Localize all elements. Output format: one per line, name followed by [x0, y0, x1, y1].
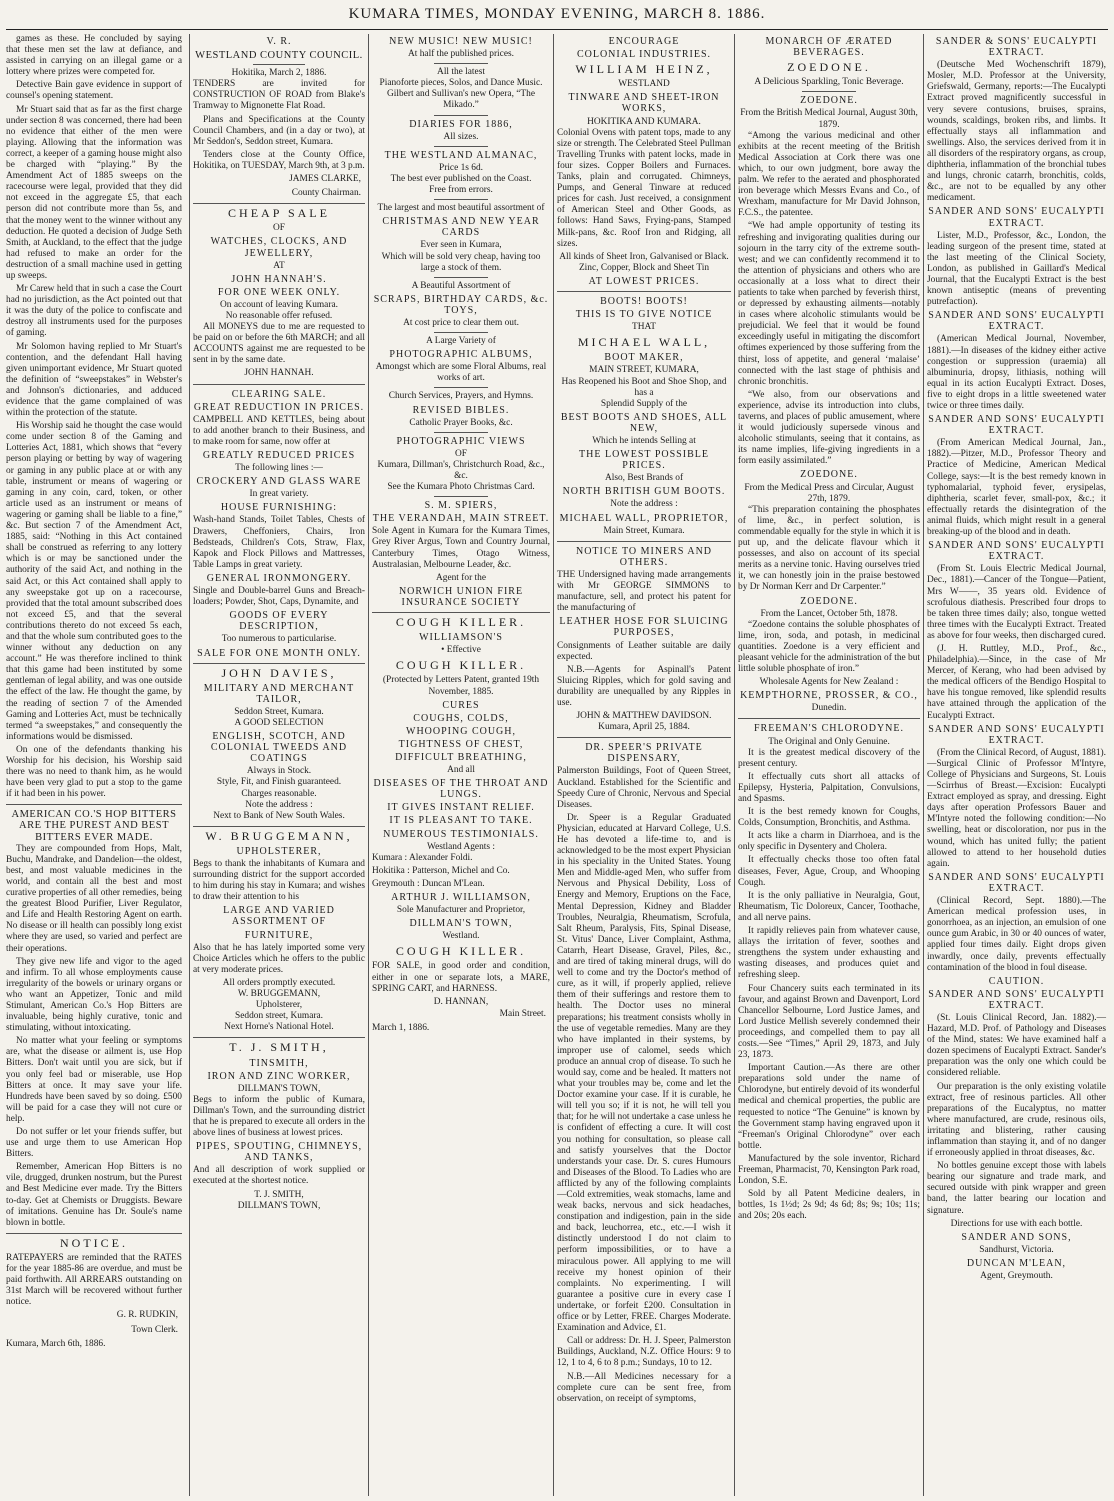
cheap-sale-heading: CHEAP SALE [228, 206, 330, 221]
leaving-text: On account of leaving Kumara. [220, 299, 338, 310]
davidson-signature: JOHN & MATTHEW DAVIDSON. [576, 711, 712, 722]
hop-paragraph: They give new life and vigor to the aged and infirm. To all whose employments cause irregularity of the bowels or urinary organs or who want an Appetizer, Tonic and mild Stimulant, American Co.'s Hop Bitters are invaluable, being highly curative, tonic and stimulating, without intoxicating. [6, 956, 182, 1034]
variety-text: In great variety. [249, 489, 309, 500]
chlorodyne-paragraph: Four Chancery suits each terminated in its favour, and against Brown and Davenport, Lord Chancellor Selbourne, Lord Justice James, and Lord Justice Mellish severely condemned their proceedings, and compelled them to pay all costs.—See “Times,” April 29, 1873, and July 23, 1873. [738, 983, 920, 1061]
tenders-close-text: Tenders close at the County Office, Hokitika, on TUESDAY, March 9th, at 3 p.m. [193, 149, 365, 171]
zoedone-quote: “Among the various medicinal and other exhibits at the recent meeting of the British Medical Association at Cork there was one which, to our own judgment, bore away the palm. We refer to the aerated and phosphorated iron beverage which Messrs Evans and Co., of Wrexham, manufacture for Mr David Johnson, F.C.S., the patentee. [738, 130, 920, 219]
brands-text: Also, Best Brands of [604, 473, 684, 484]
wholesale-text: Wholesale Agents for New Zealand : [759, 677, 899, 688]
cures-heading: CURES [442, 699, 480, 711]
sheet-text: All kinds of Sheet Iron, Galvanised or Black. [559, 251, 729, 262]
goods-heading: GOODS OF EVERY DESCRIPTION, [229, 610, 329, 633]
bruggemann-signature-title: Upholsterer, [255, 1000, 303, 1011]
verandah-heading: THE VERANDAH, MAIN STREET. [372, 513, 550, 525]
selling-text: Which he intends Selling at [592, 436, 696, 446]
selection-text: A GOOD SELECTION [234, 717, 324, 728]
proprietor-heading: MICHAEL WALL, PROPRIETOR, [559, 512, 729, 524]
short-rule [434, 332, 487, 333]
half-price-text: At half the published prices. [408, 49, 514, 60]
best-boots-heading: BEST BOOTS AND SHOES, ALL NEW, [560, 411, 728, 434]
dunedin-text: Dunedin. [811, 703, 847, 714]
beautiful-text: A Beautiful Assortment of [411, 280, 511, 291]
zoedone-quote: “Zoedone contains the soluble phosphates of lime, iron, soda, and potash, in medicinal quantities. Zoedone is a very efficient and pleasant vehicle for the administration of the but little soluble phosphate of iron.” [738, 619, 920, 675]
give-notice-heading: THIS IS TO GIVE NOTICE [575, 309, 713, 321]
hannah-signature: JOHN HANNAH. [244, 368, 314, 379]
freeman-heading: FREEMAN'S CHLORODYNE. [753, 723, 905, 735]
column-2 [189, 34, 368, 1496]
column-3 [368, 34, 553, 1496]
almanac-heading: THE WESTLAND ALMANAC, [384, 149, 538, 161]
charges-text: Charges reasonable. [241, 788, 317, 799]
court-report [6, 34, 182, 800]
ever-seen-text: Ever seen in Kumara, [420, 240, 502, 251]
clearing-sale-heading: CLEARING SALE. [231, 388, 327, 400]
pianoforte-text: Pianoforte pieces, Solos, and Dance Music. [379, 78, 543, 89]
largest-text: The largest and most beautiful assortment of [377, 203, 545, 214]
short-rule [434, 432, 487, 433]
zoedone-quote: “We had ample opportunity of testing its refreshing and invigorating qualities during our sojourn in the tarry city of the extreme south-west; and we can confidently recommend it to the attention of physicians and others who are occasionally at a loss what to direct their patients to take when parched by feverish thirst, or depressed by exhausting ailments—notably in cases where alcoholic stimulants would be prejudicial. We feel that it would be found exceedingly useful in mitigating the discomfort oftimes experienced by those suffering from the thirst, loss of appetite, and general ‘malaise’ connected with the last stage of phthisis and chronic bronchitis. [738, 221, 920, 387]
agent-greymouth: Greymouth : Duncan M'Lean. [372, 878, 485, 889]
bank-text: Next to Bank of New South Wales. [213, 810, 345, 821]
sale-date: March 1, 1886. [372, 1022, 430, 1033]
zinc-text: Zinc, Copper, Block and Sheet Tin [578, 262, 710, 273]
main-street-text: Main Street. [499, 1008, 546, 1019]
norwich-heading: NORWICH UNION FIRE INSURANCE SOCIETY [398, 585, 524, 608]
watches-heading: WATCHES, CLOCKS, AND JEWELLERY, [210, 236, 348, 259]
plans-text: Plans and Specifications at the County Council Chambers, and (in a day or two), at Mr Seddon's, Seddon street, Kumara. [193, 114, 365, 147]
iron-zinc-heading: IRON AND ZINC WORKER, [207, 1070, 351, 1082]
spiers-heading: S. M. SPIERS, [424, 500, 498, 512]
chlorodyne-paragraph: Manufactured by the sole inventor, Richard Freeman, Pharmacist, 70, Kensington Park road, London, S.E. [738, 1153, 920, 1187]
dillmans-heading: DILLMAN'S TOWN, [409, 918, 513, 930]
court-paragraph: Mr Solomon having replied to Mr Stuart's contention, and the defendant Hall having given unimportant evidence, Mr Stuart quoted the definition of “sweepstakes” in Webster's and Johnson's dictionaries, and adduced evidence that the game complained of was within the protection of the statute. [6, 341, 182, 419]
testimonials-heading: NUMEROUS TESTIMONIALS. [383, 828, 539, 840]
divider [6, 804, 182, 805]
gilbert-text: Gilbert and Sullivan's new Opera, “The Mikado.” [387, 89, 535, 111]
court-paragraph: Mr Stuart said that as far as the first charge under section 8 was concerned, there had been no evidence that either of the men were playing. Allowing that the information was correct, a keeper of a gaming house might also be charged with “playing.” By the Amendment Act of 1885 sweeps on the racecourse were legal, provided that they did not exceed in the aggregate £5, that each person did not contribute more than 5s, and that the money went to the winner without any deduction. He quoted a decision of Judge Seth Smith, at Auckland, to the effect that the judge had refused to make an order for the destruction of a small machine used in getting up sweeps. [6, 104, 182, 281]
pipes-heading: PIPES, SPOUTING, CHIMNEYS, AND TANKS, [195, 1141, 363, 1164]
encourage-heading: ENCOURAGE [608, 36, 680, 47]
bruggemann-text: Begs to thank the inhabitants of Kumara and surrounding district for the support accorded to him during his stay in Kumara; and wishes to draw their attention to his [193, 859, 365, 903]
see-text: See the Kumara Photo Christmas Card. [387, 482, 535, 493]
sale-text: FOR SALE, in good order and condition, either in one or separate lots, a MARE, SPRING CART, and HARNESS. [372, 961, 550, 994]
masthead: KUMARA TIMES, MONDAY EVENING, MARCH 8. 1886. [348, 6, 766, 22]
chlorodyne-paragraph: It is the best remedy known for Coughs, Colds, Consumption, Bronchitis, and Asthma. [738, 807, 920, 829]
hop-paragraph: Do not suffer or let your friends suffer, but use and urge them to use American Hop Bitters. [6, 1127, 182, 1160]
refused-text: No reasonable offer refused. [225, 310, 333, 321]
bruggemann-heading: W. BRUGGEMANN, [205, 828, 353, 843]
zoedone-subheading: ZOEDONE. [800, 95, 858, 107]
tweeds-heading: ENGLISH, SCOTCH, AND COLONIAL TWEEDS AND COATINGS [210, 731, 348, 765]
music-heading: NEW MUSIC! NEW MUSIC! [389, 36, 533, 47]
short-rule [434, 146, 487, 147]
towns-text: HOKITIKA AND KUMARA. [587, 116, 701, 127]
divider [193, 663, 365, 664]
agent-text: Sole Agent in Kumara for the Kumara Times, Grey River Argus, Town and Country Journal, Canterbury Times, Otago Witness, Australasian, Melbourne Leader, &c. [372, 526, 550, 570]
chlorodyne-paragraph: It is the greatest medical discovery of the present century. [738, 747, 920, 769]
original-text: The Original and Only Genuine. [768, 736, 890, 747]
furniture-text: Also that he has lately imported some very Choice Articles which he offers to the public at very moderate prices. [193, 942, 365, 975]
smith-text: Begs to inform the public of Kumara, Dillman's Town, and the surrounding district that he is prepared to execute all orders in the above lines of business at lowest prices. [193, 1094, 365, 1139]
short-rule [253, 64, 305, 65]
speer-text: Palmerston Buildings, Foot of Queen Street, Auckland. Established for the Scientific and Speedy Cure of Chronic, Nervous and Special Diseases. [557, 766, 731, 810]
sander-subheading: SANDER AND SONS' EUCALYPTI EXTRACT. [928, 540, 1105, 563]
sander-paragraph: (From American Medical Journal, Jan., 1882).—Pitzer, M.D., Professor Theory and Practice of Medicine, American Medical College, says:—It is the best remedy known in typhomalarial, typhoid fever, erysipelas, diphtheria, scarlet fever, small-pox, &c.; it effectually retards the disintegration of the animal fluids, which might result in a general breaking-up of the blood and in death. [927, 438, 1106, 538]
lowest-heading: AT LOWEST PRICES. [588, 275, 700, 287]
cough-killer-heading: COUGH KILLER. [395, 658, 527, 673]
sander-paragraph: (From St. Louis Electric Medical Journal, Dec., 1881).—Cancer of the Tongue—Patient, Mrs W——, 35 years old. Evidence of scrofulous diathesis. Prescribed four drops to be taken three times daily; also, tongue wetted three times with the Eucalypti Extract. Treated as above for four weeks, then discharged cured. [927, 564, 1106, 641]
style-text: Style, Fit, and Finish guaranteed. [216, 777, 342, 788]
davidson-date: Kumara, April 25, 1884. [598, 722, 690, 733]
colonial-heading: COLONIAL INDUSTRIES. [576, 49, 712, 61]
zoedone-subheading: ZOEDONE. [800, 595, 858, 607]
moneys-text: All MONEYS due to me are requested to be paid on or before the 6th MARCH; and all ACCOUNTS against me are requested to be sent in by the same date. [193, 322, 365, 366]
main-street-text: MAIN STREET, KUMARA, [589, 365, 699, 376]
reduction-heading: GREAT REDUCTION IN PRICES. [193, 401, 365, 413]
christmas-heading: CHRISTMAS AND NEW YEAR CARDS [382, 216, 540, 239]
court-paragraph: games as these. He concluded by saying that these men set the law at defiance, and assisted in carrying on an illegal game or a lottery where prizes were competed for. [6, 34, 182, 78]
sander-subheading: SANDER AND SONS' EUCALYPTI EXTRACT. [928, 414, 1105, 437]
latest-text: All the latest [437, 67, 485, 78]
scraps-heading: SCRAPS, BIRTHDAY CARDS, &c. TOYS, [373, 293, 549, 316]
of-text: OF [455, 448, 467, 459]
nb-text: N.B.—Agents for Aspinall's Patent Sluicing Ripples, which for gold saving and durability are unequalled by any Ripples in use. [557, 664, 731, 708]
column-6 [923, 34, 1109, 1496]
sander-heading: SANDER & SONS' EUCALYPTI EXTRACT. [935, 36, 1098, 59]
tenders-text: TENDERS are invited for CONSTRUCTION OF ROAD from Blake's Tramway to Mignonette Flat Road. [193, 79, 365, 112]
assortment-heading: LARGE AND VARIED ASSORTMENT OF [223, 905, 335, 928]
sander-paragraph: Lister, M.D., Professor, &c., London, the leading surgeon of the present time, stated at the last meeting of the Clinical Society, London, as published in Gaillard's Medical Journal, that the Eucalypti Extract is the best known antiseptic (means of preventing putrefaction). [927, 230, 1106, 308]
furnishing-text: Wash-hand Stands, Toilet Tables, Chests of Drawers, Cheffoniers, Chairs, Iron Bedsteads, Children's Cots, Straw, Flax, Kapok and Flock Pillows and Mattresses, Table Lamps in great variety. [193, 515, 365, 570]
coughs-heading: COUGHS, COLDS, [413, 712, 509, 724]
main-street-text-2: Main Street, Kumara. [603, 525, 685, 536]
sander-subheading: SANDER AND SONS' EUCALYPTI EXTRACT. [928, 871, 1105, 894]
divider [557, 291, 731, 292]
reopened-text: Has Reopened his Boot and Shoe Shop, and has a [561, 376, 727, 398]
sander-subheading: SANDER AND SONS' EUCALYPTI EXTRACT. [928, 310, 1105, 333]
sandhurst-text: Sandhurst, Victoria. [979, 1244, 1054, 1255]
chlorodyne-paragraph: It acts like a charm in Diarrhoea, and is the only specific in Dysentery and Cholera. [738, 831, 920, 853]
short-rule [434, 496, 487, 497]
agent-hokitika: Hokitika : Patterson, Michel and Co. [372, 865, 510, 876]
court-paragraph: Mr Carew held that in such a case the Court had no jurisdiction, as the Act pointed out that it was the duty of the police to confiscate and destroy all instruments used for the purposes of gaming. [6, 284, 182, 339]
sander-paragraph: Our preparation is the only existing volatile extract, free of resinous particles. All other preparations of the Eucalyptus, no matter where manufactured, are crude, resinous oils, irritating and blistering, rather causing inflammation than staying it, and of no danger if erroneously applied in throat diseases, &c. [927, 1081, 1106, 1159]
williamson-heading: ARTHUR J. WILLIAMSON, [391, 892, 531, 903]
westland-text: Westland. [442, 931, 480, 942]
cough-killer-heading: COUGH KILLER. [395, 944, 527, 959]
bootmaker-heading: BOOT MAKER, [604, 352, 684, 364]
divider [193, 826, 365, 827]
court-paragraph: His Worship said he thought the case would come under section 8 of the Gaming and Lotteries Act, 1881, which shows that “every person playing or betting by way of wagering or gaming in any public place at or with any table, instrument or means of wagering or gaming in any coin, card, token, or other article used as an instrument or means of wagering or gaming shall be liable to a fine,” &c. But section 7 of the Amendment Act, 1885, said: “Nothing in this Act contained shall be construed as referring to any lottery which is or may be sanctioned under the authority of the said Act, and nothing in the said Act, or this Act contained shall apply to any sweepstake got up on a racecourse, provided that the total amount subscribed does not exceed £5, and that the several contributions thereto do not exceed 5s each, and that the whole sum contributed goes to the winner without any deduction on any account.” He was therefore inclined to think that this game had been instituted by some gentleman of legal ability, and was one outside the effect of the law. He thought the game, by the reading of section 7 of the Amended Gaming and Lotteries Act, must be technically termed “a sweepstakes,” and consequently the informations would be dismissed. [6, 421, 182, 742]
best-ever-text: The best ever published on the Coast. [390, 173, 532, 184]
splendid-text: Splendid Supply of the [600, 398, 688, 409]
large-variety-text: A Large Variety of [426, 336, 496, 347]
bruggemann-signature: W. BRUGGEMANN, [237, 989, 321, 1000]
divider [6, 1233, 182, 1234]
column-4 [553, 34, 734, 1496]
agent-greymouth-text: Agent, Greymouth. [980, 1271, 1053, 1282]
divider [557, 737, 731, 738]
short-rule [434, 277, 487, 278]
delicious-text: A Delicious Sparkling, Tonic Beverage. [754, 77, 904, 88]
notice-signature: G. R. RUDKIN, [116, 1310, 178, 1321]
davies-heading: JOHN DAVIES, [221, 665, 337, 680]
hop-paragraph: Remember, American Hop Bitters is no vile, drugged, drunken nostrum, but the Purest and Best Medicine ever made. Try the Bitters to-day. Get at Chemists or Druggists. Beware of imitations. Genuine has Dr. Soule's name blown in bottle. [6, 1162, 182, 1228]
catholic-text: Catholic Prayer Books, &c. [409, 417, 513, 428]
sander-paragraph: No bottles genuine except those with labels bearing our signature and trade mark, and secured outside with pink wrapper and green band, the latter bearing our location and signature. [927, 1161, 1106, 1216]
council-heading: WESTLAND COUNTY COUNCIL. [195, 50, 363, 62]
divider [738, 718, 920, 719]
tightness-heading: TIGHTNESS OF CHEST, [398, 738, 524, 750]
divider [372, 612, 550, 613]
chlorodyne-paragraph: It is the only palliative in Neuralgia, Gout, Rheumatism, Tic Doloreux, Cancer, Toothache, and all nerve pains. [738, 890, 920, 923]
ironmongery-heading: GENERAL IRONMONGERY. [206, 572, 352, 584]
notice-date: Kumara, March 6th, 1886. [6, 1338, 106, 1349]
court-paragraph: Detective Bain gave evidence in support of counsel's opening statement. [6, 80, 182, 102]
notice-title-line: Town Clerk. [131, 1324, 178, 1335]
divider [193, 384, 365, 385]
one-month-heading: SALE FOR ONE MONTH ONLY. [197, 647, 361, 659]
tailor-heading: MILITARY AND MERCHANT TAILOR, [203, 682, 355, 705]
manufacturer-text: Sole Manufacturer and Proprietor, [396, 905, 526, 916]
sander-paragraph: (Deutsche Med Wochenschrift 1879), Mosler, M.D. Professor at the University, Griefswald, Germany, reports:—The Eucalypti Extract proved magnificently successful in very severe contusions, bruises, sprains, wounds, scaldings, broken ribs, and limbs. It effectually stays all inflammation and swellings. Also, the services derived from it in all disorders of the respiratory organs, as croup, diphtheria, inflammation of the bronchial tubes and lungs, chronic catarrh, bronchitis, colds, &c., are not to be equalled by any other medicament. [927, 60, 1106, 204]
smith-signature: T. J. SMITH, [254, 1189, 304, 1200]
westland-text: WESTLAND [618, 79, 670, 90]
furnishing-heading: HOUSE FURNISHING: [220, 502, 338, 514]
crockery-heading: CROCKERY AND GLASS WARE [196, 476, 362, 488]
sander-paragraph: (Clinical Record, Sept. 1880).—The American medical profession uses, in gonorrhoea, as an injection, an emulsion of one ounce gum Arabic, in 30 or 40 ounces of water, applied four times daily. Eight drops given inwardly, once daily, prevents effectually contamination of the blood in foul disease. [927, 896, 1106, 973]
zoedone-quote: “We also, from our observations and experience, advise its introduction into clubs, taverns, and places of public amusement, where it would judiciously supersede vinous and alcoholic stimulants, seeing that it contains, as its name implies, life-giving ingredients in a form easily assimilated.” [738, 389, 920, 467]
cost-text: At cost price to clear them out. [403, 317, 519, 328]
westland-agents-text: Westland Agents : [427, 841, 495, 852]
boots-heading: BOOTS! BOOTS! [600, 295, 688, 307]
of-text: OF [273, 223, 285, 234]
address-note-text: Note the address : [245, 799, 313, 810]
mpc-source: From the Medical Press and Circular, August 27th, 1879. [744, 482, 914, 504]
ironmongery-text: Single and Double-barrel Guns and Breach-loaders; Powder, Shot, Caps, Dynamite, and [193, 586, 365, 608]
smith-signature-place: DILLMAN'S TOWN, [237, 1200, 321, 1211]
floral-text: Amongst which are some Floral Albums, real works of art. [375, 362, 547, 384]
miners-heading: NOTICE TO MINERS AND OTHERS. [575, 545, 713, 568]
wall-heading: MICHAEL WALL, [577, 335, 711, 350]
directions-text: Directions for use with each bottle. [950, 1218, 1083, 1229]
hannan-signature: D. HANNAN, [433, 996, 489, 1007]
seddon-text: Seddon Street, Kumara. [234, 706, 324, 717]
dillmans-text: DILLMAN'S TOWN, [237, 1083, 321, 1094]
chlorodyne-paragraph: It effectually cuts short all attacks of Epilepsy, Hysteria, Palpitation, Convulsions, and Spasms. [738, 771, 920, 804]
council-signature: JAMES CLARKE, [289, 174, 361, 185]
horne-text: Next Horne's National Hotel. [224, 1022, 334, 1033]
gum-boots-heading: NORTH BRITISH GUM BOOTS. [562, 486, 726, 498]
greatly-reduced-heading: GREATLY REDUCED PRICES [202, 450, 356, 461]
kempthorne-heading: KEMPTHORNE, PROSSER, & CO., [740, 690, 918, 702]
at-text: AT [273, 260, 285, 271]
miners-text: THE Undersigned having made arrangements with Mr GEORGE SIMMONS to manufacture, sell, and protect his patent for the manufacturing of [557, 569, 731, 614]
that-text: THAT [632, 322, 656, 333]
zoedone-quote: “This preparation containing the phosphates of lime, &c., in perfect solution, is commendable equally for the style in which it is put up, and the delicate flavour which it possesses, and also on account of its special merits as a nervine tonic. Having ourselves tried it, we can honestly join in the praise bestowed by Dr Norman Kerr and Dr Carpenter.” [738, 504, 920, 593]
divider [557, 541, 731, 542]
relief-heading: IT GIVES INSTANT RELIEF. [387, 802, 535, 814]
hop-bitters-title: AMERICAN CO.'S HOP BITTERS ARE THE PUREST AND BEST BITTERS EVER MADE. [11, 809, 177, 843]
bmj-source: From the British Medical Journal, August 30th, 1879. [740, 108, 918, 130]
lowest-prices-heading: THE LOWEST POSSIBLE PRICES. [579, 449, 709, 472]
bruggemann-address: Seddon street, Kumara. [235, 1011, 323, 1022]
masthead-rule [6, 29, 1108, 30]
williamsons-heading: WILLIAMSON'S [419, 632, 503, 644]
speer-text-2: Dr. Speer is a Regular Graduated Physician, educated at Harvard College, U.S. He has devoted a life-time to, and is acknowledged to be the most expert Physician in his speciality in the United States. Young Men and Middle-aged Men, who suffer from Nervous and Physical Debility, Loss of Energy and Memory, Eruptions on the Face, Mental Depression, Kidney and Bladder Troubles, Neuralgia, Rheumatism, Scrofula, Salt Rheum, Paralysis, Fits, Spinal Disease, St. Vitus' Dance, Liver Complaint, Asthma, Catarrh, Heart Disease, Gravel, Piles, &c., and are tired of taking mineral drugs, will do well to come and try the Doctor's method of cure, as it will, if properly applied, relieve them of their sufferings and restore them to health. The Doctor uses no mineral preparations; his treatment consists wholly in the use of vegetable remedies. Many are they who have implanted in their systems, by improper use of calomel, seeds which produce an annual crop of disease. To such he would say, come and be healed. It matters not what your troubles may be, come and let the Doctor examine your case. If it is curable, he will tell you so; if it is not, he will tell you that; for he will not undertake a case unless he is confident of effecting a cure. It will cost you nothing for consultation, so please call and satisfy yourselves that the Doctor understands your case. Dr. S. cures Humours and Diseases of the Blood. To Ladies who are afflicted by any of the following complaints—Cold extremities, weak stomachs, lame and weak backs, nervous and sick headaches, constipation and indigestion, pain in the side and back, leuchorrea, etc., etc.—I wish it distinctly understood I do not claim to perform impossibilities, or to have a miraculous power. All applying to me will receive my honest opinion of their complaints. No experimenting. I will guarantee a positive cure in every case I undertake, or forfeit £200. Consultation in office or by Letter, FREE. Charges Moderate. Examination and Advice, £1. [557, 812, 731, 1334]
chlorodyne-paragraph: It rapidly relieves pain from whatever cause, allays the irritation of fever, soothes and strengthens the system under exhausting and wasting diseases, and produces quiet and refreshing sleep. [738, 926, 920, 981]
hop-paragraph: They are compounded from Hops, Malt, Buchu, Mandrake, and Dandelion—the oldest, best, and most valuable medicines in the world, and contain all the best and most curative properties of all other remedies, being the greatest Blood Purifier, Liver Regulator, and Life and Health Restoring Agent on earth. No disease or ill health can possibly long exist where they are used, so varied and perfect are their operations. [6, 843, 182, 954]
lancet-source: From the Lancet, October 5th, 1878. [760, 608, 898, 619]
short-rule [434, 63, 487, 64]
sander-paragraph: (St. Louis Clinical Record, Jan. 1882).—Hazard, M.D. Prof. of Pathology and Diseases of the Mind, states: We have examined half a dozen specimens of Eucalypti Extract. Sander's preparation was the only one which could be considered reliable. [927, 1012, 1106, 1079]
notice-title: NOTICE. [60, 1235, 128, 1250]
sander-sons-signature: SANDER AND SONS, [961, 1231, 1072, 1243]
agent-kumara: Kumara : Alexander Foldi. [372, 852, 473, 863]
council-date: Hokitika, March 2, 1886. [231, 68, 327, 79]
church-text: Church Services, Prayers, and Hymns. [388, 391, 534, 402]
heinz-text: Colonial Ovens with patent tops, made to any size or strength. The Celebrated Steel Pullman Travelling Trunks with patent locks, made in four sizes. Copper Boilers and Furnaces. Tanks, plain and corrugated. Chimneys, Pumps, and General Tinware at reduced prices for cash. Just received, a consignment of American Steel and Other Goods, as follows: Hand Saws, Frying-pans, Stamped Milk-pans, &c. Roof Iron and Ridging, all sizes. [557, 127, 732, 249]
price-text: Price 1s 6d. [438, 162, 483, 173]
free-text: Free from errors. [429, 185, 493, 196]
duncan-heading: DUNCAN M'LEAN, [966, 1257, 1067, 1269]
effective-text: • Effective [441, 645, 481, 656]
sander-subheading: SANDER AND SONS' EUCALYPTI EXTRACT. [928, 988, 1105, 1011]
tinsmith-heading: TINSMITH, [249, 1057, 309, 1069]
cheap-text: Which will be sold very cheap, having too large a stock of them. [381, 251, 541, 273]
whooping-heading: WHOOPING COUGH, [406, 725, 516, 737]
agent-for-text: Agent for the [436, 572, 486, 583]
sizes-text: All sizes. [443, 131, 479, 142]
notice-body: RATEPAYERS are reminded that the RATES for the year 1885-86 are overdue, and must be paid forthwith. All ARREARS outstanding on 31st March will be recovered without further notice. [6, 1252, 182, 1308]
sander-paragraph: (From the Clinical Record, of August, 1881).—Surgical Clinic of Professor M'Intyre, College of Physicians and Surgeons, St. Louis—Scirrhus of Breast.—Excision: Eucalypti Extract employed as spray, and dressing. Eight days after operation Professors Bauer and M'Intyre noted the following condition:—No swelling, heat or discoloration, nor pus in the wound, which has united fully; the patient allowed to attend to her household duties again. [927, 747, 1106, 869]
sander-subheading: SANDER AND SONS' EUCALYPTI EXTRACT. [928, 723, 1105, 746]
promptly-text: All orders promptly executed. [222, 977, 336, 988]
furniture-heading: FURNITURE, [244, 929, 314, 941]
heinz-heading: WILLIAM HEINZ, [575, 62, 713, 77]
court-paragraph: On one of the defendants thanking his Worship for his decision, his Worship said there was no need to thank him, as he would have been very glad to put a stop to the game if it had been in his power. [6, 744, 182, 800]
speer-call: Call or address: Dr. H. J. Speer, Palmerston Buildings, Auckland, N.Z. Office Hours: 9 to 12, 1 to 4, 6 to 8 p.m.; Sundays, 10 to 12. [557, 1336, 731, 1369]
upholsterer-heading: UPHOLSTERER, [236, 845, 322, 857]
sander-subheading: SANDER AND SONS' EUCALYPTI EXTRACT. [928, 206, 1105, 229]
campbell-text: CAMPBELL AND KETTLES, being about to add another branch to their Business, and to make room for same, now offer at [193, 414, 365, 447]
monarch-heading: MONARCH OF ÆRATED BEVERAGES. [765, 36, 893, 59]
short-rule [434, 199, 487, 200]
caution-heading: CAUTION. [988, 975, 1045, 987]
cough-killer-heading: COUGH KILLER. [395, 615, 527, 630]
vr-crest: V. R. [266, 36, 292, 47]
column-5 [734, 34, 923, 1496]
albums-heading: PHOTOGRAPHIC ALBUMS, [389, 349, 533, 361]
tinware-heading: TINWARE AND SHEET-IRON WORKS, [568, 92, 720, 115]
bibles-heading: REVISED BIBLES. [412, 404, 510, 416]
smith-heading: T. J. SMITH, [229, 1040, 329, 1055]
sander-paragraph: (American Medical Journal, November, 1881).—In diseases of the kidney either active congestion or suppression (uraemia) all albuminuria, dropsy, lithiasis, nothing will equal in its action Eucalypti Extract. Doses, five to eight drops in a little sweetened water twice or three times daily. [927, 334, 1106, 411]
hose-heading: LEATHER HOSE FOR SLUICING PURPOSES, [559, 616, 729, 639]
divider [193, 203, 365, 204]
divider [193, 1037, 365, 1038]
short-rule [434, 387, 487, 388]
pleasant-heading: IT IS PLEASANT TO TAKE. [389, 815, 533, 827]
short-rule [434, 115, 487, 116]
short-rule [802, 91, 857, 92]
council-signature-title: County Chairman. [291, 188, 361, 199]
column-1 [6, 34, 182, 1496]
views-heading: PHOTOGRAPHIC VIEWS [396, 435, 526, 447]
difficult-heading: DIFFICULT BREATHING, [395, 751, 527, 763]
note-text: Note the address : [610, 499, 678, 510]
diseases-heading: DISEASES OF THE THROAT AND LUNGS. [373, 778, 549, 801]
stock-text: Always in Stock. [246, 766, 312, 777]
speer-heading: DR. SPEER'S PRIVATE DISPENSARY, [585, 742, 703, 765]
chlorodyne-paragraph: Important Caution.—As there are other preparations sold under the name of Chlorodyne, but entirely devoid of its wonderful medical and chemical properties, the public are requested to notice “The Genuine” is known by the Government stamp having engraved upon it “Freeman's Original Chlorodyne” over each bottle. [738, 1063, 920, 1151]
pipes-text: And all description of work supplied or executed at the shortest notice. [193, 1165, 365, 1187]
patent-text: (Protected by Letters Patent, granted 19th November, 1885. [382, 675, 540, 697]
zoedone-subheading: ZOEDONE. [800, 469, 858, 481]
kumara-views-text: Kumara, Dillman's, Christchurch Road, &c., &c. [377, 459, 545, 481]
one-week-heading: FOR ONE WEEK ONLY. [217, 286, 341, 298]
zoedone-heading: ZOEDONE. [787, 60, 871, 75]
hannah-heading: JOHN HANNAH'S. [231, 273, 327, 285]
diaries-heading: DIARIES FOR 1886, [409, 118, 513, 130]
chlorodyne-paragraph: Sold by all Patent Medicine dealers, in bottles, 1s 1½d; 2s 9d; 4s 6d; 8s; 9s; 10s; 11s; and 20s; 20s each. [738, 1189, 920, 1222]
consign-text: Consignments of Leather suitable are daily expected. [557, 640, 731, 662]
sander-paragraph: (J. H. Ruttley, M.D., Prof., &c., Philadelphia).—Since, in the case of Mr Mercer, of Kerang, who had been advised by the medical officers of the Bendigo Hospital to have his tongue removed, like splendid results have attained through the application of the Eucalypti Extract. [927, 643, 1106, 721]
speer-nb: N.B.—All Medicines necessary for a complete cure can be sent free, from observation, on receipt of symptoms, [557, 1371, 731, 1404]
numerous-text: Too numerous to particularise. [221, 634, 337, 645]
following-text: The following lines :— [235, 463, 323, 474]
and-all-text: And all [447, 765, 475, 776]
chlorodyne-paragraph: It effectually checks those too often fatal diseases, Fever, Ague, Croup, and Whooping Cough. [738, 855, 920, 888]
hop-paragraph: No matter what your feeling or symptoms are, what the disease or ailment is, use Hop Bitters. Don't wait until you are sick, but if you only feel bad or miserable, use Hop Bitters at once. It may save your life. Hundreds have been saved by so doing. £500 will be paid for a case they will not cure or help. [6, 1036, 182, 1124]
